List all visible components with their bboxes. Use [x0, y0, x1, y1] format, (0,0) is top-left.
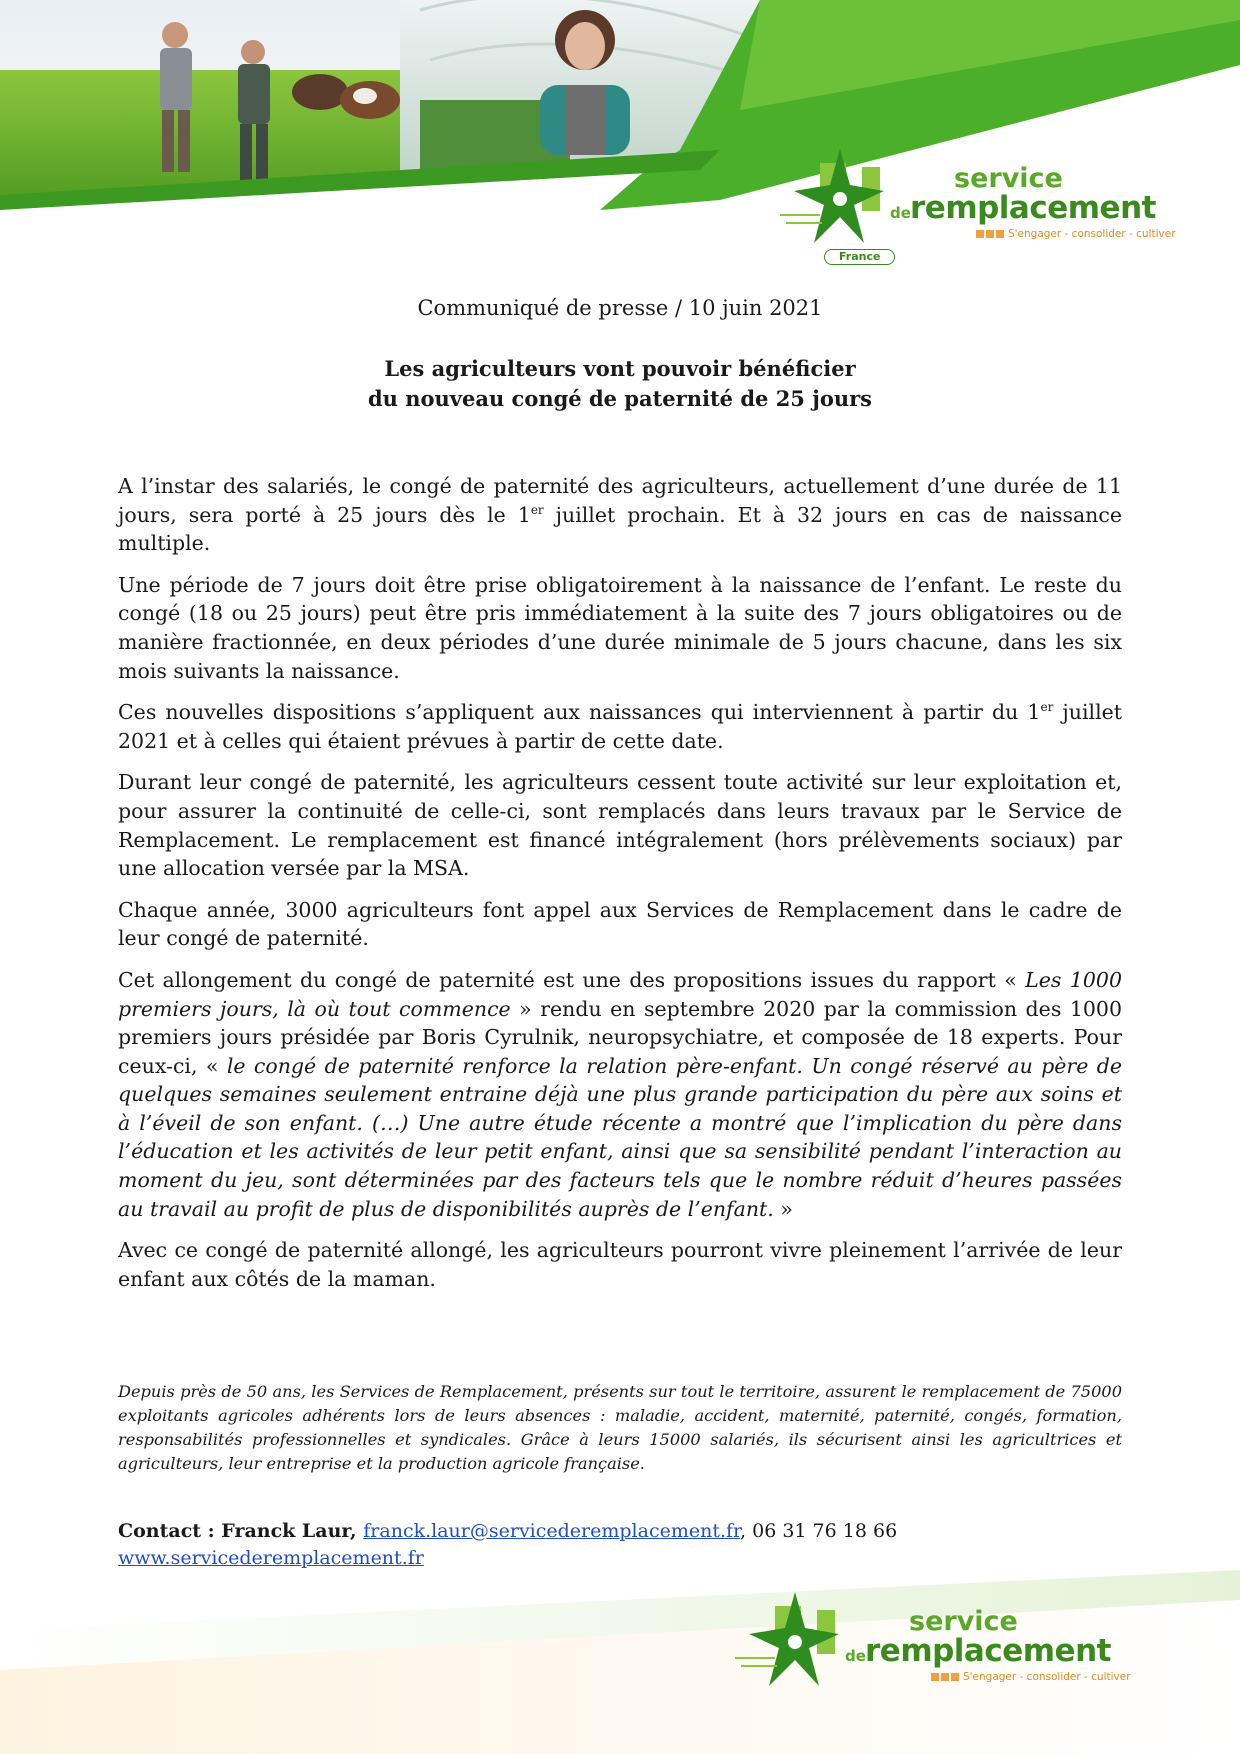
flower-star-icon [780, 145, 900, 255]
text: juillet 2021 et à celles qui étaient prévues à partir de cette date. [118, 700, 1123, 753]
text: » [773, 1196, 793, 1221]
logo-word-service: service [909, 1606, 1018, 1637]
contact-phone: , 06 31 76 18 66 [740, 1520, 898, 1542]
tagline-square-icon [976, 230, 984, 238]
tagline-square-icon [941, 1673, 949, 1681]
text: juillet prochain. Et à 32 jours en cas de naissance multiple. [118, 502, 1122, 556]
contact-email-link[interactable]: franck.laur@servicederemplacement.fr [363, 1520, 741, 1542]
logo-word-remplacement: remplacement [865, 1633, 1111, 1669]
text: A l’instar des salariés, le congé de paternité des agriculteurs, actuellement d’une durée de 11 jours, sera porté à 25 jours dès le 1 [118, 474, 1122, 527]
logo-word-service: service [954, 163, 1063, 194]
tagline-square-icon [951, 1673, 959, 1681]
service-de-remplacement-logo [780, 145, 1200, 270]
tagline-square-icon [931, 1673, 939, 1681]
paragraph: Avec ce congé de paternité allongé, les agriculteurs pourront vivre pleinement l’arrivée de leur enfant aux côtés de la maman. [118, 1238, 1122, 1291]
superscript: er [1040, 700, 1054, 715]
contact-label: Contact : Franck Laur, [118, 1520, 364, 1542]
logo-word-remplacement: remplacement [910, 190, 1156, 226]
paragraph [118, 698, 1122, 755]
paragraph: Durant leur congé de paternité, les agriculteurs cessent toute activité sur leur exploitation et, pour assurer la continuité de celle-ci, sont remplacés dans leurs travaux par le Service de Remplacement. Le remplacement est financé intégralement (hors prélèvements sociaux) par une allocation versée par la MSA. [118, 770, 1122, 881]
paragraph [118, 966, 1122, 1223]
text: » rendu en septembre 2020 par la commission des 1000 premiers jours présidée par Boris Cyrulnik, neuropsychiatre, et composée de 18 experts. Pour ceux-ci, « [118, 996, 1122, 1078]
tagline-square-icon [986, 230, 994, 238]
footer-logo [735, 1588, 1155, 1713]
text: Ces nouvelles dispositions s’appliquent aux naissances qui interviennent à partir du 1 [118, 700, 1041, 725]
press-release-body [118, 472, 1122, 1306]
website-link[interactable]: www.servicederemplacement.fr [118, 1547, 424, 1569]
logo-tagline: S'engager - consolider - cultiver [963, 1671, 1131, 1683]
logo-word-de: de [845, 1647, 866, 1665]
logo-word-de: de [890, 204, 911, 222]
logo-country-badge: France [824, 249, 895, 265]
title-line-2: du nouveau congé de paternité de 25 jours [367, 386, 872, 411]
paragraph: Chaque année, 3000 agriculteurs font appel aux Services de Remplacement dans le cadre de leur congé de paternité. [118, 897, 1122, 951]
press-release-title [0, 354, 1240, 414]
text: Cet allongement du congé de paternité est une des propositions issues du rapport « [118, 967, 1026, 992]
boilerplate-about: Depuis près de 50 ans, les Services de Remplacement, présents sur tout le territoire, assurent le remplacement de 75000 exploitants agricoles adhérents lors de leurs absences : maladie, accident, maternité, paternité, congés, formation, responsabilités professionnelles et syndicales. Grâce à leurs 15000 salariés, ils sécurisent ainsi les agricultrices et agriculteurs, leur entreprise et la production agricole française. [118, 1382, 1122, 1473]
paragraph [118, 472, 1122, 558]
title-line-1: Les agriculteurs vont pouvoir bénéficier [384, 356, 856, 381]
tagline-square-icon [996, 230, 1004, 238]
quotation: le congé de paternité renforce la relation père-enfant. Un congé réservé au père de quelques semaines seulement entraine déjà une plus grande participation du père aux soins et à l’éveil de son enfant. (…) Une autre étude récente a montré que l’implication du père dans l’éducation et les activités de leur petit enfant, ainsi que sa sensibilité pendant l’interaction au moment du jeu, sont déterminées par des facteurs tels que le nombre réduit d’heures passées au travail au profit de plus de disponibilités auprès de l’enfant. [118, 1053, 1122, 1221]
logo-tagline: S'engager - consolider - cultiver [1008, 228, 1176, 240]
paragraph: Une période de 7 jours doit être prise obligatoirement à la naissance de l’enfant. Le reste du congé (18 ou 25 jours) peut être pris immédiatement à la suite des 7 jours obligatoires ou de manière fractionnée, en deux périodes d’une durée minimale de 5 jours chacune, dans les six mois suivants la naissance. [118, 572, 1122, 683]
superscript: er [530, 502, 544, 517]
press-release-dateline: Communiqué de presse / 10 juin 2021 [417, 296, 823, 320]
report-title: Les 1000 premiers jours, là où tout commence [118, 967, 1122, 1021]
flower-star-icon [735, 1588, 855, 1698]
